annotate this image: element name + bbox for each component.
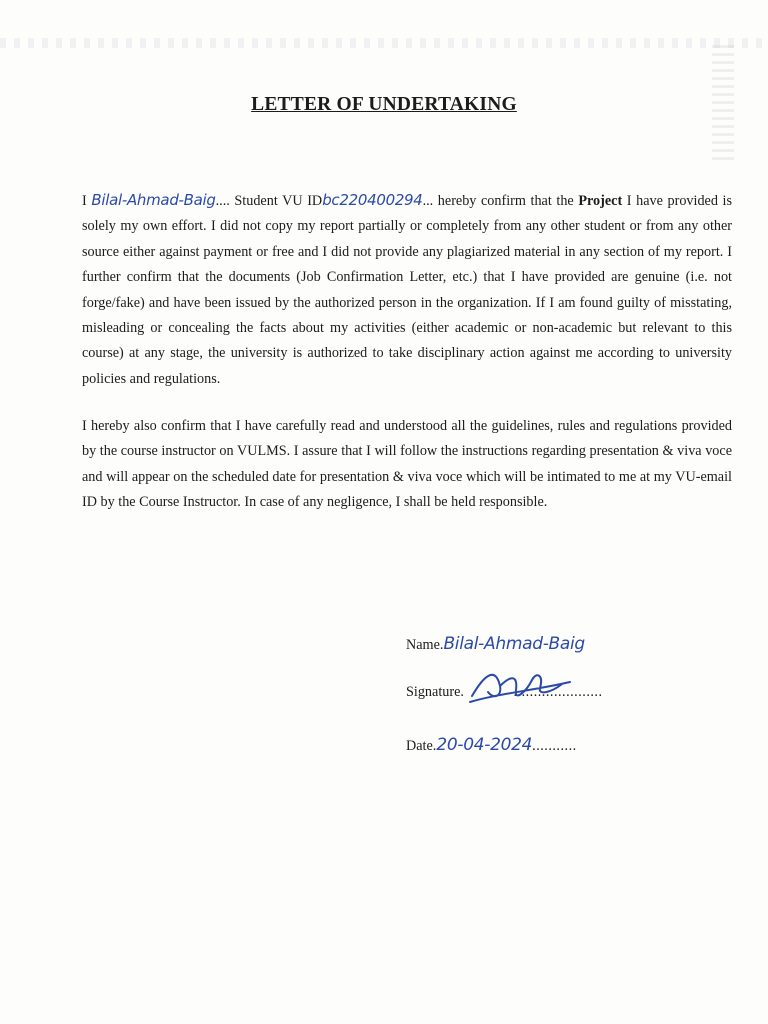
date-row xyxy=(406,735,577,755)
confirm-text: ... hereby confirm that the xyxy=(422,193,574,209)
signature-dots: ...................... xyxy=(513,684,603,700)
signature-label: Signature. xyxy=(406,684,464,700)
signature-row xyxy=(406,684,603,701)
date-label: Date. xyxy=(406,738,437,754)
name-label: Name. xyxy=(406,637,444,653)
undertaking-paragraph-1 xyxy=(82,188,732,392)
handwritten-name: Bilal-Ahmad-Baig xyxy=(443,634,585,654)
handwritten-date: 20-04-2024 xyxy=(436,735,533,755)
project-bold-word: Project xyxy=(578,193,623,209)
undertaking-paragraph-2: I hereby also confirm that I have carefully read and understood all the guidelines, rules and regulations provided by the course instructor on VULMS. I assure that I will follow the instructions regarding presentation & viva voce and will appear on the scheduled date for presentation & viva voce which will be intimated to me at my VU-email ID by the Course Instructor. In case of any negligence, I shall be held responsible. xyxy=(82,418,732,511)
handwritten-signature xyxy=(466,662,576,706)
name-row xyxy=(406,634,585,654)
page-title: LETTER OF UNDERTAKING xyxy=(251,94,517,115)
paragraph-1-body: I have provided is solely my own effort. I did not copy my report partially or completely from any other student or from any other source either against payment or free and I did not provide any plagiarized material in any section of my report. I further confirm that the documents (Job Confirmation Letter, etc.) that I have provided are genuine (i.e. not forge/fake) and have been issued by the authorized person in the organization. If I am found guilty of misstating, misleading or concealing the facts about my activities (either academic or non-academic but relevant to this course) at any stage, the university is authorized to take disciplinary action against me according to university policies and regulations. xyxy=(82,193,733,387)
student-vu-id-label: .... Student VU ID xyxy=(215,193,323,209)
handwritten-vu-id: bc220400294 xyxy=(322,191,423,209)
scan-artifact-top xyxy=(0,38,768,48)
prefix-text: I xyxy=(82,193,87,209)
handwritten-student-name: Bilal-Ahmad-Baig xyxy=(91,191,216,209)
date-dots: ........... xyxy=(532,738,577,754)
